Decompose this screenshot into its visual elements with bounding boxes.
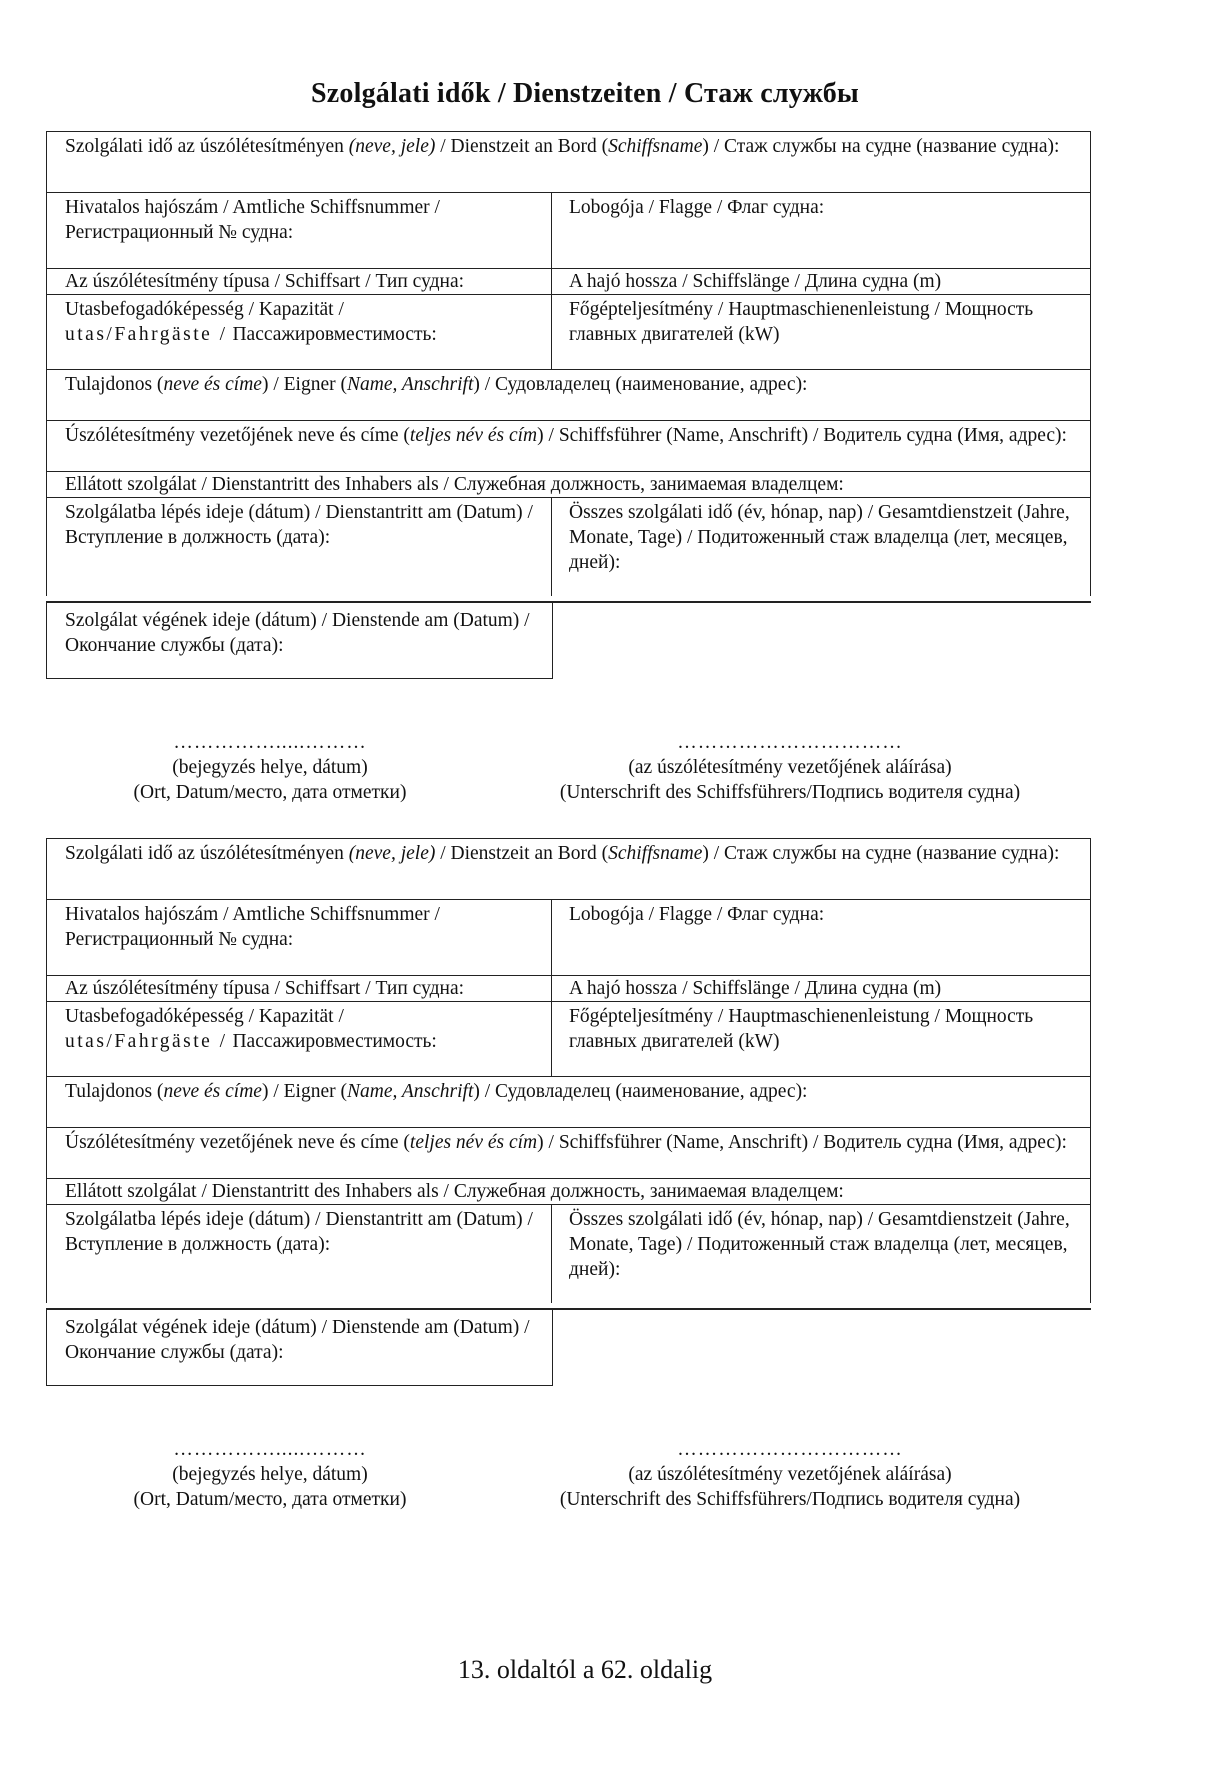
end-date-block-1 (46, 602, 553, 679)
signature-boatmaster-1: …………………………… (az úszólétesítmény vezetőjének aláírása) (Unterschrift des Schiffsführers/Подпись водителя судна) (559, 732, 1021, 803)
boatmaster-field[interactable]: Úszólétesítmény vezetőjének neve és címe (teljes név és cím) / Schiffsführer (Name, Anschrift) / Водитель судна (Имя, адрес): (65, 425, 1067, 446)
owner-field[interactable]: Tulajdonos (neve és címe) / Eigner (Name, Anschrift) / Судовладелец (наименование, адрес): (65, 374, 808, 395)
service-record-form-2 (46, 838, 1091, 1303)
flag-field[interactable]: Lobogója / Flagge / Флаг судна: (569, 197, 825, 218)
vessel-length-field[interactable]: A hajó hossza / Schiffslänge / Длина судна (m) (569, 271, 942, 292)
vessel-type-field[interactable]: Az úszólétesítmény típusa / Schiffsart / Тип судна: (47, 976, 552, 1001)
end-date-block-2 (46, 1309, 553, 1386)
signature-place-date-2: …………….....……… (bejegyzés helye, dátum) (Ort, Datum/место, дата отметки) (133, 1439, 407, 1510)
start-date-field[interactable]: Szolgálatba lépés ideje (dátum) / Dienstantritt am (Datum) / Вступление в должность (дата): (47, 498, 552, 596)
end-date-field[interactable]: Szolgálat végének ideje (dátum) / Dienstende am (Datum) / Окончание службы (дата): (65, 1317, 530, 1363)
page-title: Szolgálati idők / Dienstzeiten / Стаж службы (311, 78, 859, 109)
page-footer: 13. oldaltól a 62. oldalig (457, 1655, 713, 1684)
engine-power-field[interactable]: Főgépteljesítmény / Hauptmaschienenleistung / Мощность главных двигателей (kW) (569, 1006, 1034, 1052)
service-record-form-1 (46, 131, 1091, 596)
engine-power-field[interactable]: Főgépteljesítmény / Hauptmaschienenleistung / Мощность главных двигателей (kW) (569, 299, 1034, 345)
signature-boatmaster-2: …………………………… (az úszólétesítmény vezetőjének aláírása) (Unterschrift des Schiffsführers/Подпись водителя судна) (559, 1439, 1021, 1510)
vessel-name-field[interactable]: Szolgálati idő az úszólétesítményen (neve, jele) / Dienstzeit an Bord (Schiffsname) / Стаж службы на судне (название судна): (65, 136, 1060, 157)
start-date-field[interactable]: Szolgálatba lépés ideje (dátum) / Dienstantritt am (Datum) / Вступление в должность (дата): (47, 1205, 552, 1303)
vessel-length-field[interactable]: A hajó hossza / Schiffslänge / Длина судна (m) (569, 978, 942, 999)
mask-2 (554, 1310, 1094, 1390)
official-number-field[interactable]: Hivatalos hajószám / Amtliche Schiffsnummer / Регистрационный № судна: (47, 900, 552, 975)
passenger-capacity-field[interactable]: Utasbefogadóképesség / Kapazität / utas/Fahrgäste / Пассажировместимость: (47, 295, 552, 369)
vessel-name-field[interactable]: Szolgálati idő az úszólétesítményen (neve, jele) / Dienstzeit an Bord (Schiffsname) / Стаж службы на судне (название судна): (65, 843, 1060, 864)
boatmaster-field[interactable]: Úszólétesítmény vezetőjének neve és címe (teljes név és cím) / Schiffsführer (Name, Anschrift) / Водитель судна (Имя, адрес): (65, 1132, 1067, 1153)
vessel-type-field[interactable]: Az úszólétesítmény típusa / Schiffsart / Тип судна: (47, 269, 552, 294)
total-service-field[interactable]: Összes szolgálati idő (év, hónap, nap) / Gesamtdienstzeit (Jahre, Monate, Tage) / Подитоженный стаж владелца (лет, месяцев, дней): (569, 502, 1070, 573)
mask-1 (554, 603, 1094, 683)
owner-field[interactable]: Tulajdonos (neve és címe) / Eigner (Name, Anschrift) / Судовладелец (наименование, адрес): (65, 1081, 808, 1102)
official-number-field[interactable]: Hivatalos hajószám / Amtliche Schiffsnummer / Регистрационный № судна: (47, 193, 552, 268)
passenger-capacity-field[interactable]: Utasbefogadóképesség / Kapazität / utas/Fahrgäste / Пассажировместимость: (47, 1002, 552, 1076)
function-field[interactable]: Ellátott szolgálat / Dienstantritt des Inhabers als / Служебная должность, занимаемая владелцем: (65, 1181, 844, 1202)
function-field[interactable]: Ellátott szolgálat / Dienstantritt des Inhabers als / Служебная должность, занимаемая владелцем: (65, 474, 844, 495)
flag-field[interactable]: Lobogója / Flagge / Флаг судна: (569, 904, 825, 925)
total-service-field[interactable]: Összes szolgálati idő (év, hónap, nap) / Gesamtdienstzeit (Jahre, Monate, Tage) / Подитоженный стаж владелца (лет, месяцев, дней): (569, 1209, 1070, 1280)
signature-place-date-1: …………….....……… (bejegyzés helye, dátum) (Ort, Datum/место, дата отметки) (133, 732, 407, 803)
end-date-field[interactable]: Szolgálat végének ideje (dátum) / Dienstende am (Datum) / Окончание службы (дата): (65, 610, 530, 656)
